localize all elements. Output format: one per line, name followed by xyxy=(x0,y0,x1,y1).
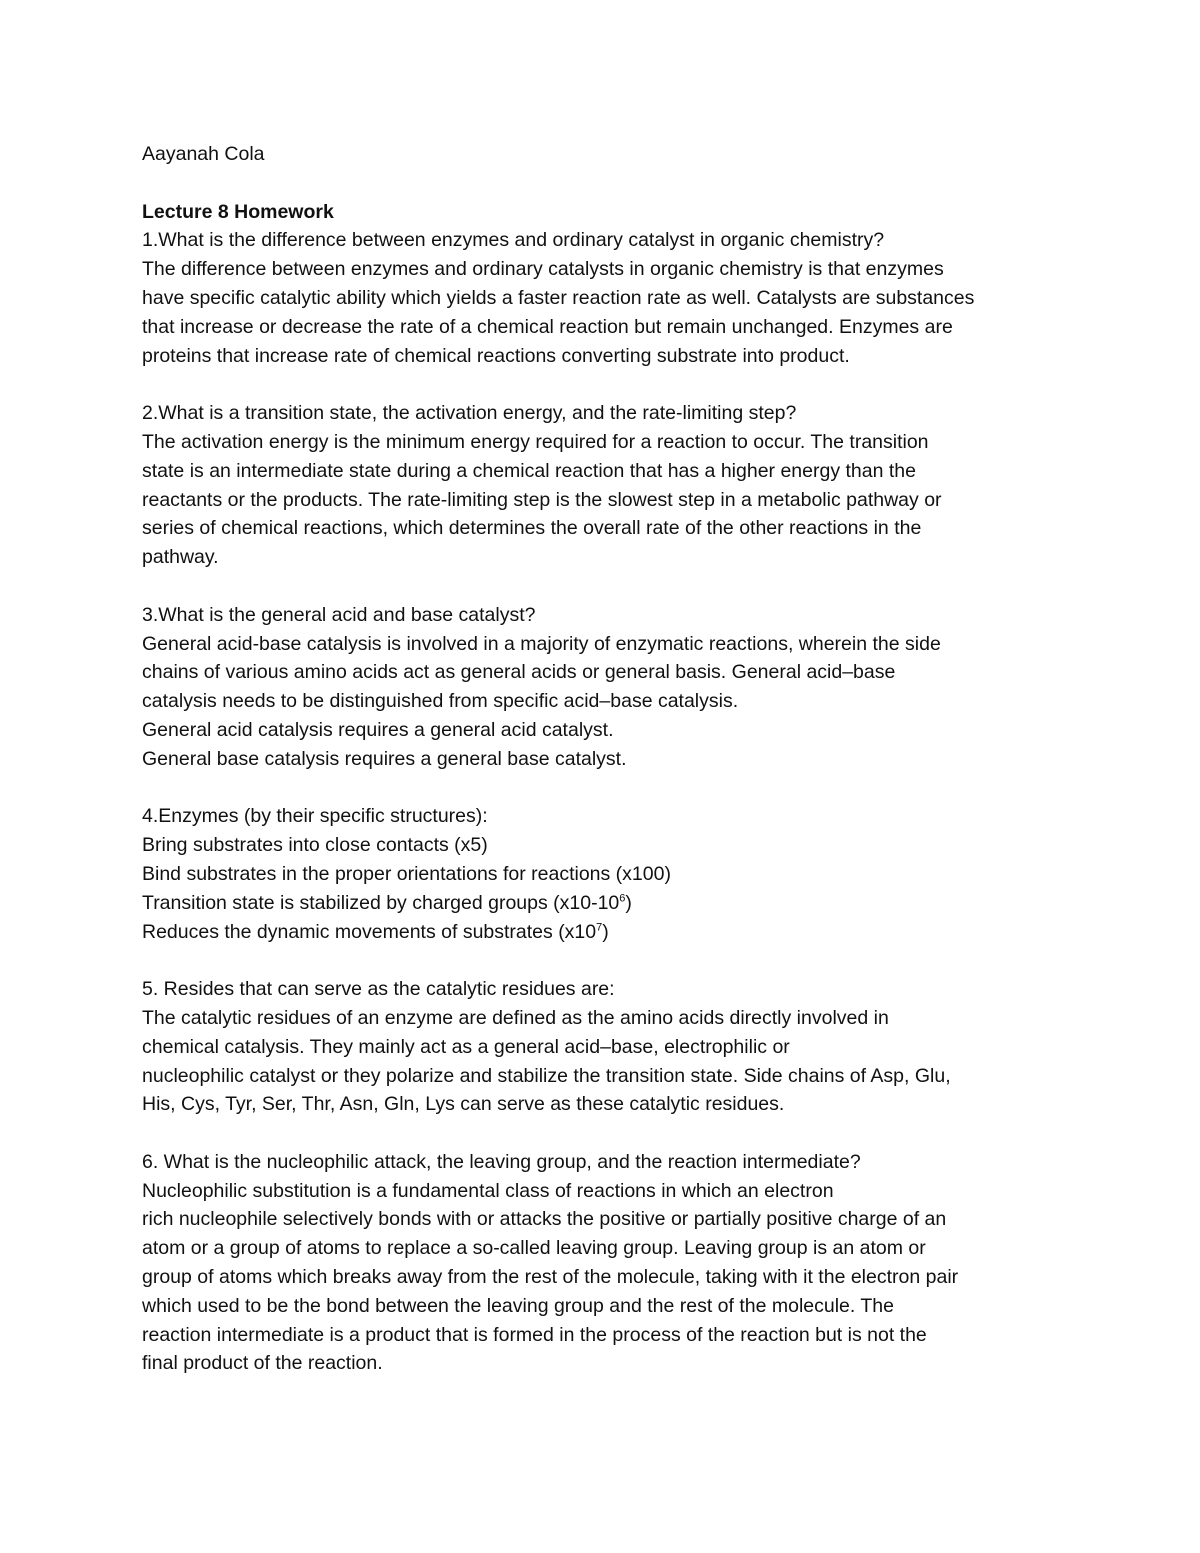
question-6-prompt: 6. What is the nucleophilic attack, the leaving group, and the reaction intermediate? xyxy=(142,1150,861,1173)
answer-line: proteins that increase rate of chemical reactions converting substrate into product. xyxy=(142,344,850,367)
answer-text: ) xyxy=(602,920,609,943)
question-5 xyxy=(142,975,1102,1119)
answer-line: The difference between enzymes and ordinary catalysts in organic chemistry is that enzymes xyxy=(142,258,944,281)
answer-text: Transition state is stabilized by charged groups (x10-10 xyxy=(142,891,620,914)
answer-line: General acid-base catalysis is involved in a majority of enzymatic reactions, wherein the side xyxy=(142,632,941,655)
answer-line: pathway. xyxy=(142,546,219,569)
answer-line: chemical catalysis. They mainly act as a general acid–base, electrophilic or xyxy=(142,1035,790,1058)
answer-line: atom or a group of atoms to replace a so-called leaving group. Leaving group is an atom or xyxy=(142,1237,926,1260)
question-3 xyxy=(142,601,1102,774)
answer-line: nucleophilic catalyst or they polarize and stabilize the transition state. Side chains of Asp, Glu, xyxy=(142,1064,951,1087)
answer-line: Bind substrates in the proper orientations for reactions (x100) xyxy=(142,862,671,885)
answer-line: reaction intermediate is a product that is formed in the process of the reaction but is not the xyxy=(142,1323,927,1346)
answer-line: group of atoms which breaks away from the rest of the molecule, taking with it the electron pair xyxy=(142,1266,959,1289)
answer-line: rich nucleophile selectively bonds with or attacks the positive or partially positive charge of an xyxy=(142,1208,947,1231)
answer-line: The activation energy is the minimum energy required for a reaction to occur. The transition xyxy=(142,430,929,453)
question-4-prompt: 4.Enzymes (by their specific structures): xyxy=(142,805,488,828)
answer-line: chains of various amino acids act as general acids or general basis. General acid–base xyxy=(142,661,896,684)
answer-text: ) xyxy=(625,891,632,914)
answer-line: series of chemical reactions, which determines the overall rate of the other reactions in the xyxy=(142,517,922,540)
answer-line: that increase or decrease the rate of a chemical reaction but remain unchanged. Enzymes are xyxy=(142,315,953,338)
answer-line: Bring substrates into close contacts (x5) xyxy=(142,834,488,857)
answer-line: reactants or the products. The rate-limiting step is the slowest step in a metabolic pathway or xyxy=(142,488,942,511)
paragraph-gap xyxy=(142,946,1102,975)
exponent: 6 xyxy=(619,892,626,905)
paragraph-gap xyxy=(142,572,1102,601)
answer-line: catalysis needs to be distinguished from specific acid–base catalysis. xyxy=(142,690,739,713)
answer-line xyxy=(142,889,1102,918)
question-6 xyxy=(142,1148,1102,1378)
question-1 xyxy=(142,226,1102,370)
answer-text: Reduces the dynamic movements of substrates (x10 xyxy=(142,920,597,943)
answer-line: The catalytic residues of an enzyme are defined as the amino acids directly involved in xyxy=(142,1006,889,1029)
document-page xyxy=(142,140,1102,1378)
document-title: Lecture 8 Homework xyxy=(142,200,334,223)
answer-line: General acid catalysis requires a general acid catalyst. xyxy=(142,718,614,741)
answer-line: have specific catalytic ability which yields a faster reaction rate as well. Catalysts are substances xyxy=(142,286,975,309)
paragraph-gap xyxy=(142,370,1102,399)
answer-line: which used to be the bond between the leaving group and the rest of the molecule. The xyxy=(142,1294,894,1317)
question-5-prompt: 5. Resides that can serve as the catalytic residues are: xyxy=(142,978,615,1001)
answer-line: state is an intermediate state during a chemical reaction that has a higher energy than the xyxy=(142,459,916,482)
question-2 xyxy=(142,399,1102,572)
paragraph-gap xyxy=(142,774,1102,803)
question-1-prompt: 1.What is the difference between enzymes and ordinary catalyst in organic chemistry? xyxy=(142,229,885,252)
answer-line xyxy=(142,918,1102,947)
question-2-prompt: 2.What is a transition state, the activation energy, and the rate-limiting step? xyxy=(142,402,797,425)
question-3-prompt: 3.What is the general acid and base catalyst? xyxy=(142,603,536,626)
answer-line: Nucleophilic substitution is a fundamental class of reactions in which an electron xyxy=(142,1179,834,1202)
paragraph-gap xyxy=(142,1119,1102,1148)
author-name: Aayanah Cola xyxy=(142,143,265,165)
answer-line: General base catalysis requires a general base catalyst. xyxy=(142,747,627,770)
question-4 xyxy=(142,802,1102,946)
exponent: 7 xyxy=(596,921,603,934)
answer-line: final product of the reaction. xyxy=(142,1352,383,1375)
answer-line: His, Cys, Tyr, Ser, Thr, Asn, Gln, Lys can serve as these catalytic residues. xyxy=(142,1093,785,1116)
